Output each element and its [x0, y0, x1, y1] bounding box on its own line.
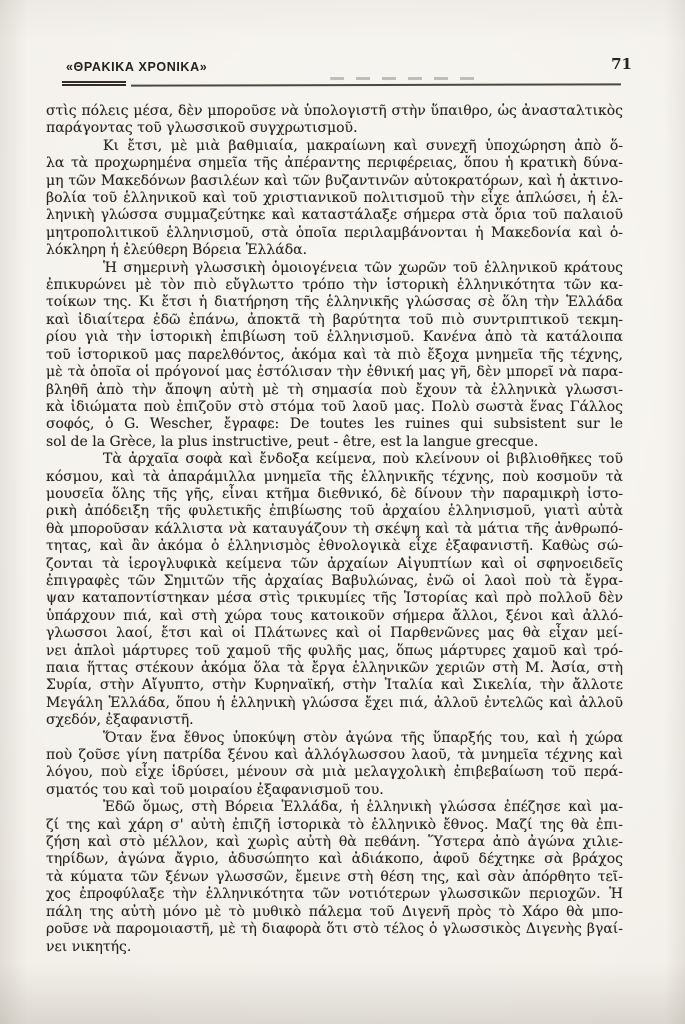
text-line: Κι ἔτσι, μὲ μιὰ βαθμιαία, μακραίωνη καὶ συνεχῆ ὑποχώρηση ἀπὸ ὅ-	[103, 137, 623, 154]
text-line: Ἐδῶ ὅμως, στὴ Βόρεια Ἑλλάδα, ἡ ἑλληνικὴ γλώσσα ἐπέζησε καὶ μα-	[103, 799, 623, 816]
text-line: ζονται τὰ ἱερογλυφικὰ κείμενα τῶν ἀρχαίων Αἰγυπτίων καὶ οἱ σφηνοειδεῖς	[46, 555, 623, 572]
text-line: λόκληρη ἡ ἐλεύθερη Βόρεια Ἑλλάδα.	[46, 242, 308, 259]
text-line: Συρία, στὴν Αἴγυπτο, στὴν Κυρηναϊκή, στὴν Ἰταλία καὶ Σικελία, τὴν ἄλλοτε	[46, 677, 623, 694]
text-line: γλωσσοι λαοί, ἔτσι καὶ οἱ Πλάτωνες καὶ οἱ Παρθενῶνες μας θὰ εἶχαν μεί-	[46, 625, 623, 642]
text-line: σχεδόν, ἐξαφανιστῆ.	[46, 712, 194, 729]
text-line: μουσεῖα ὅλης τῆς γῆς, εἶναι κτῆμα διεθνικό, δὲ δίνουν τὴν παραμικρὴ ἱστο-	[46, 485, 623, 502]
journal-title: «ΘΡΑΚΙΚΑ ΧΡΟΝΙΚΑ»	[66, 60, 208, 74]
text-line: ρικὴ ἀπόδειξη τῆς φυλετικῆς ἐπιβίωσης τοῦ ἀρχαίου ἑλληνισμοῦ, γιατὶ αὐτὰ	[46, 503, 623, 520]
text-line: καὶ ἰδιαίτερα ἐδῶ ἐπάνω, ἀποκτᾶ τὴ βαρύτητα τοῦ πιὸ συντριπτικοῦ τεκμη-	[46, 311, 623, 328]
paragraph	[46, 451, 623, 730]
text-line: μὲ τὰ ὁποῖα οἱ πρόγονοί μας ἐστόλισαν τὴν ἐθνική μας γῆ, δὲν μπορεῖ νὰ παρα-	[46, 364, 623, 381]
text-line: Ἡ σημερινὴ γλωσσικὴ ὁμοιογένεια τῶν χωρῶν τοῦ ἑλληνικοῦ κράτους	[103, 259, 623, 276]
text-line: Μεγάλη Ἑλλάδα, ὅπου ἡ ἑλληνικὴ γλώσσα ἔχει πιά, ἀλλοῦ ἐντελῶς καὶ ἀλλοῦ	[46, 694, 623, 711]
text-line: ληνικὴ γλώσσα συμμαζεύτηκε καὶ καταστάλαξε σήμερα στὰ ὅρια τοῦ παλαιοῦ	[46, 207, 623, 224]
text-line: ποὺ ζοῦσε γίνη πατρίδα ξένου καὶ ἀλλόγλωσσου λαοῦ, τὰ μνημεῖα τέχνης καὶ	[46, 747, 623, 764]
text-line: ἐπιγραφὲς τῶν Σημιτῶν τῆς ἀρχαίας Βαβυλώνας, ἐνῶ οἱ λαοὶ ποὺ τὰ ἔγρα-	[46, 572, 623, 589]
text-line: ἐπικυρώνει μὲ τὸν πιὸ εὔγλωττο τρόπο τὴν ἱστορικὴ ἑλληνικότητα τῶν κα-	[46, 277, 623, 294]
text-block	[46, 103, 623, 956]
text-line: sol de la Grèce, la plus instructive, peut - être, est la langue grecque.	[46, 433, 539, 450]
text-line: ροῦσε νὰ παρομοιαστῆ, μὲ τὴ διαφορὰ ὅτι στὸ τέλος ὁ γλωσσικὸς Διγενὴς βγαί-	[46, 921, 623, 938]
paragraph	[46, 799, 623, 956]
text-line: κὰ ἰδιώματα ποὺ ἐπιζοῦν στὸ στόμα τοῦ λαοῦ μας. Πολὺ σωστὰ ἕνας Γάλλος	[46, 398, 623, 415]
text-line: λα τὰ προχωρημένα σημεῖα τῆς ἀπέραντης περιφέρειας, ὅπου ἡ κρατικὴ δύνα-	[46, 155, 623, 172]
paragraph	[46, 138, 623, 260]
text-line: παράγοντας τοῦ γλωσσικοῦ συγχρωτισμοῦ.	[46, 120, 358, 137]
text-line: ψαν καταποντίστηκαν μέσα στὶς τρικυμίες τῆς Ἱστορίας καὶ πρὸ πολλοῦ δὲν	[46, 590, 623, 607]
text-line: μη τῶν Μακεδόνων βασιλέων καὶ τῶν βυζαντινῶν αὐτοκρατόρων, καὶ ἡ ἀκτινο-	[46, 172, 623, 189]
text-line: ζί της καὶ χάρη σ' αὐτὴ ἐπιζῆ ἱστορικὰ τὸ ἑλληνικὸ ἔθνος. Μαζί της θὰ ἐπι-	[46, 816, 623, 833]
text-line: Ὅταν ἕνα ἔθνος ὑποκύψη στὸν ἀγώνα τῆς ὕπαρξής του, καὶ ἡ χώρα	[103, 729, 623, 746]
text-line: παια ἥττας στέκουν ἀκόμα ὅλα τὰ ἔργα ἑλληνικῶν χεριῶν στὴ Μ. Ἀσία, στὴ	[46, 660, 623, 676]
text-line: πάλη της αὐτὴ μόνο μὲ τὸ μυθικὸ πάλεμα τοῦ Διγενῆ πρὸς τὸ Χάρο θὰ μπο-	[46, 903, 623, 920]
text-line: ζήση καὶ στὸ μέλλον, καὶ χωρὶς αὐτὴ θὰ πεθάνη. Ὕστερα ἀπὸ ἀγώνα χιλιε-	[46, 834, 623, 851]
text-line: λόγου, ποὺ εἶχε ἱδρύσει, μένουν σὰ μιὰ μελαγχολικὴ ἐπιβεβαίωση τοῦ περά-	[46, 764, 623, 781]
text-line: ὑπάρχουν πιά, καὶ στὴ χώρα τους κατοικοῦν σήμερα ἄλλοι, ξένοι καὶ ἀλλό-	[46, 607, 623, 624]
header-rule	[131, 83, 621, 86]
page-number: 71	[611, 55, 632, 73]
text-line: νει νικητής.	[46, 938, 132, 955]
text-line: σματός του καὶ τοῦ μοιραίου ἐξαφανισμοῦ του.	[46, 781, 384, 798]
text-line: τὰ κύματα τῶν ξένων γλωσσῶν, ἔμεινε στὴ θέση της, καὶ σὰν ἀπόρθητο τεῖ-	[46, 868, 623, 885]
text-line: τηρίδων, ἀγώνα ἄγριο, ἀδυσώπητο καὶ ἀδιάκοπο, ἀφοῦ δέχτηκε σὰ βράχος	[46, 851, 623, 868]
text-line: νει ἁπλοὶ μάρτυρες τοῦ χαμοῦ τῆς φυλῆς μας, ὅπως μάρτυρες χαμοῦ καὶ τρό-	[46, 642, 623, 659]
text-line: ρίου γιὰ τὴν ἱστορικὴ ἐπιβίωση τοῦ ἑλληνισμοῦ. Κανένα ἀπὸ τὰ κατάλοιπα	[46, 329, 623, 346]
text-line: βολία τοῦ ἑλληνικοῦ καὶ τοῦ χριστιανικοῦ πολιτισμοῦ τὴν εἶχε ἁπλώσει, ἡ ἑλ-	[46, 190, 623, 207]
text-line: βληθῆ ἀπὸ τὴν ἄποψη αὐτὴ μὲ τὴ σημασία ποὺ ἔχουν τὰ ἑλληνικὰ γλωσσι-	[46, 381, 623, 398]
text-line: τοῦ ἱστορικοῦ μας παρελθόντος, ἀκόμα καὶ τὰ πιὸ ἔξοχα μνημεῖα τῆς τέχνης,	[46, 346, 623, 363]
scan-artifact	[330, 77, 480, 80]
text-line: τητας, καὶ ἂν ἀκόμα ὁ ἑλληνισμὸς ἐθνολογικὰ εἶχε ἐξαφανιστῆ. Καθὼς σώ-	[46, 538, 623, 555]
text-line: στὶς πόλεις μέσα, δὲν μποροῦσε νὰ ὑπολογιστῆ στὴν ὕπαιθρο, ὡς ἀνασταλτικὸς	[46, 103, 623, 119]
text-line: μητροπολιτικοῦ ἑλληνισμοῦ, στὰ ὁποῖα περιλαμβάνονται ἡ Μακεδονία καὶ ὁ-	[46, 224, 623, 241]
paragraph	[46, 260, 623, 451]
paragraph	[46, 103, 623, 138]
text-line: κόσμου, καὶ τὰ ἀπαράμιλλα μνημεῖα τῆς ἑλληνικῆς τέχνης, ποὺ κοσμοῦν τὰ	[46, 468, 623, 485]
header-rule-thick	[62, 81, 126, 86]
text-line: θὰ μποροῦσαν κάλλιστα νὰ καταυγάζουν τὴ σκέψη καὶ τὰ μάτια τῆς ἀνθρωπό-	[46, 520, 623, 537]
text-line: χος ἐπροφύλαξε τὴν ἑλληνικότητα τῶν νοτιότερων γλωσσικῶν περιοχῶν. Ἡ	[46, 886, 623, 903]
paragraph	[46, 730, 623, 800]
text-line: σοφός, ὁ G. Wescher, ἔγραφε: De toutes les ruines qui subsistent sur le	[46, 416, 623, 433]
text-line: Τὰ ἀρχαῖα σοφὰ καὶ ἔνδοξα κείμενα, ποὺ κλείνουν οἱ βιβλιοθῆκες τοῦ	[103, 451, 623, 468]
text-line: τοίκων της. Κι ἔτσι ἡ διατήρηση τῆς ἑλληνικῆς γλώσσας σὲ ὅλη τὴν Ἑλλάδα	[46, 294, 623, 311]
